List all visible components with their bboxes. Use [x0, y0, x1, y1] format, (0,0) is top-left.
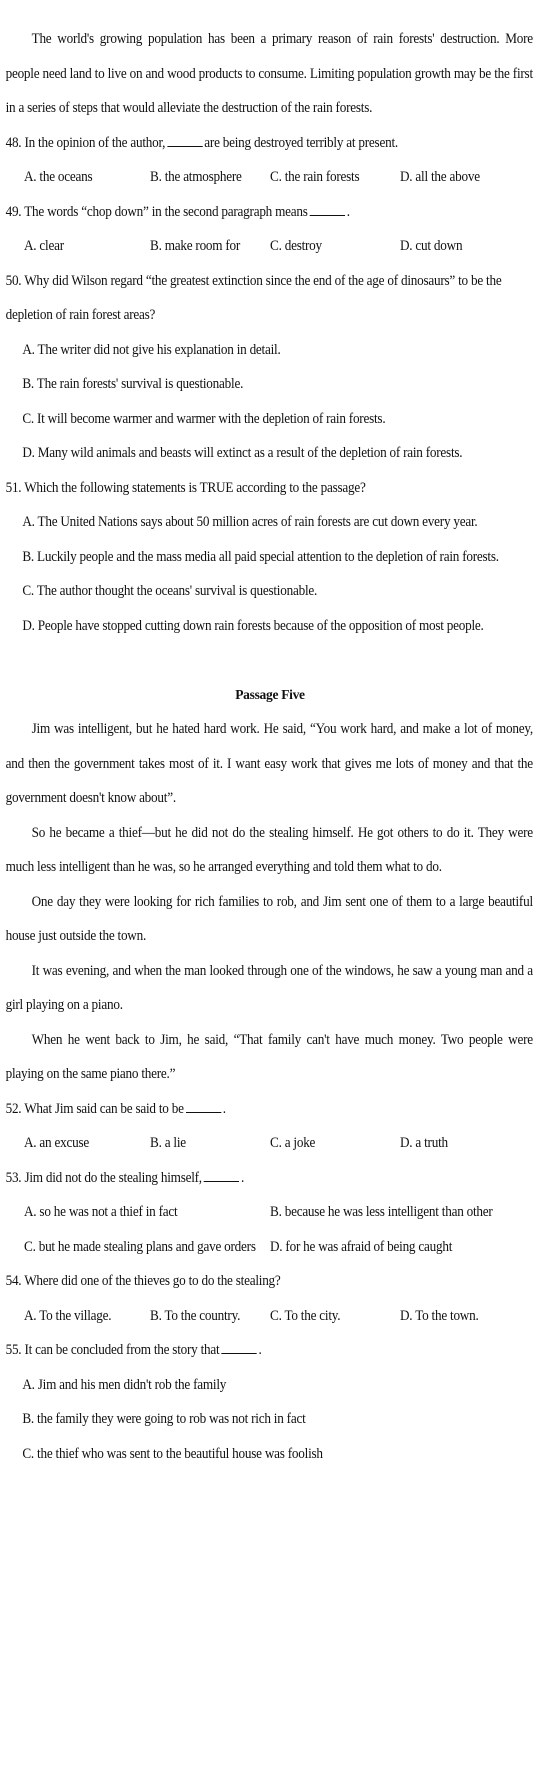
answer-blank — [221, 1341, 256, 1354]
option-c: C. a joke — [270, 1135, 316, 1151]
question-55-option-b: B. the family they were going to rob was not rich in fact — [22, 1411, 306, 1427]
question-52-stem: 52. What Jim said can be said to be . — [5, 1100, 226, 1117]
question-55-stem: 55. It can be concluded from the story that . — [5, 1342, 262, 1358]
question-53-stem: 53. Jim did not do the stealing himself, . — [5, 1169, 245, 1186]
question-51-option-c: C. The author thought the oceans' survival is questionable. — [22, 583, 318, 599]
option-b: B. To the country. — [150, 1307, 241, 1324]
question-49-stem: 49. The words “chop down” in the second paragraph means . — [5, 203, 350, 220]
question-53-options-row-1 — [0, 1195, 540, 1230]
question-51-option-a: A. The United Nations says about 50 million acres of rain forests are cut down every year. — [22, 514, 478, 530]
option-b: B. because he was less intelligent than other — [270, 1204, 493, 1220]
intro-paragraph: The world's growing population has been a primary reason of rain forests' destruction. More people need land to live on and wood products to consume. Limiting population growth may be the first in a series of steps that would alleviate the destruction of the rain forests. — [5, 31, 533, 116]
question-52-options — [0, 1126, 540, 1161]
question-50-option-a: A. The writer did not give his explanation in detail. — [22, 341, 281, 358]
answer-blank — [167, 134, 202, 147]
option-d: D. To the town. — [400, 1307, 479, 1324]
option-b: B. a lie — [150, 1135, 186, 1151]
passage-paragraph-1: Jim was intelligent, but he hated hard work. He said, “You work hard, and make a lot of money, and then the government takes most of it. I want easy work that gives me lots of money and that the government doesn't know about”. — [5, 721, 533, 806]
option-d: D. all the above — [400, 169, 480, 185]
option-c: C. destroy — [270, 238, 322, 254]
question-50-option-c: C. It will become warmer and warmer with the depletion of rain forests. — [22, 410, 386, 427]
question-55-option-c: C. the thief who was sent to the beautiful house was foolish — [22, 1445, 323, 1462]
question-48-stem: 48. In the opinion of the author, are being destroyed terribly at present. — [5, 134, 398, 151]
question-54-stem: 54. Where did one of the thieves go to do the stealing? — [5, 1273, 281, 1289]
passage-paragraph-4: It was evening, and when the man looked through one of the windows, he saw a young man and a girl playing on a piano. — [5, 962, 533, 1013]
option-a: A. clear — [24, 238, 64, 254]
option-d: D. for he was afraid of being caught — [270, 1238, 453, 1255]
answer-blank — [204, 1169, 239, 1182]
question-50-stem: 50. Why did Wilson regard “the greatest extinction since the end of the age of dinosaurs” to be the depletion of rain forest areas? — [5, 272, 502, 323]
option-a: A. so he was not a thief in fact — [24, 1204, 178, 1220]
passage-paragraph-5: When he went back to Jim, he said, “That family can't have much money. Two people were playing on the same piano there.” — [5, 1031, 533, 1082]
option-a: A. an excuse — [24, 1135, 89, 1151]
option-c: C. but he made stealing plans and gave orders — [24, 1238, 256, 1255]
option-b: B. the atmosphere — [150, 169, 242, 185]
question-54-options — [0, 1299, 540, 1334]
option-d: D. a truth — [400, 1135, 448, 1151]
option-d: D. cut down — [400, 238, 463, 254]
option-a: A. the oceans — [24, 169, 93, 185]
question-50-option-b: B. The rain forests' survival is questionable. — [22, 376, 244, 392]
question-51-stem: 51. Which the following statements is TRUE according to the passage? — [5, 479, 366, 496]
question-51-option-d: D. People have stopped cutting down rain forests because of the opposition of most people. — [22, 617, 484, 634]
passage-heading: Passage Five — [235, 686, 305, 702]
answer-blank — [186, 1100, 221, 1113]
option-c: C. the rain forests — [270, 169, 360, 185]
question-49-options — [0, 229, 540, 264]
passage-paragraph-3: One day they were looking for rich families to rob, and Jim sent one of them to a large beautiful house just outside the town. — [5, 893, 533, 944]
question-53-options-row-2 — [0, 1230, 540, 1265]
question-51-option-b: B. Luckily people and the mass media all paid special attention to the depletion of rain forests. — [22, 548, 499, 565]
option-a: A. To the village. — [24, 1307, 112, 1324]
passage-paragraph-2: So he became a thief—but he did not do the stealing himself. He got others to do it. They were much less intelligent than he was, so he arranged everything and told them what to do. — [5, 824, 533, 875]
question-48-options — [0, 160, 540, 195]
answer-blank — [310, 203, 345, 216]
option-b: B. make room for — [150, 238, 241, 254]
question-50-option-d: D. Many wild animals and beasts will extinct as a result of the depletion of rain forests. — [22, 445, 463, 461]
option-c: C. To the city. — [270, 1307, 341, 1324]
question-55-option-a: A. Jim and his men didn't rob the family — [22, 1376, 227, 1393]
